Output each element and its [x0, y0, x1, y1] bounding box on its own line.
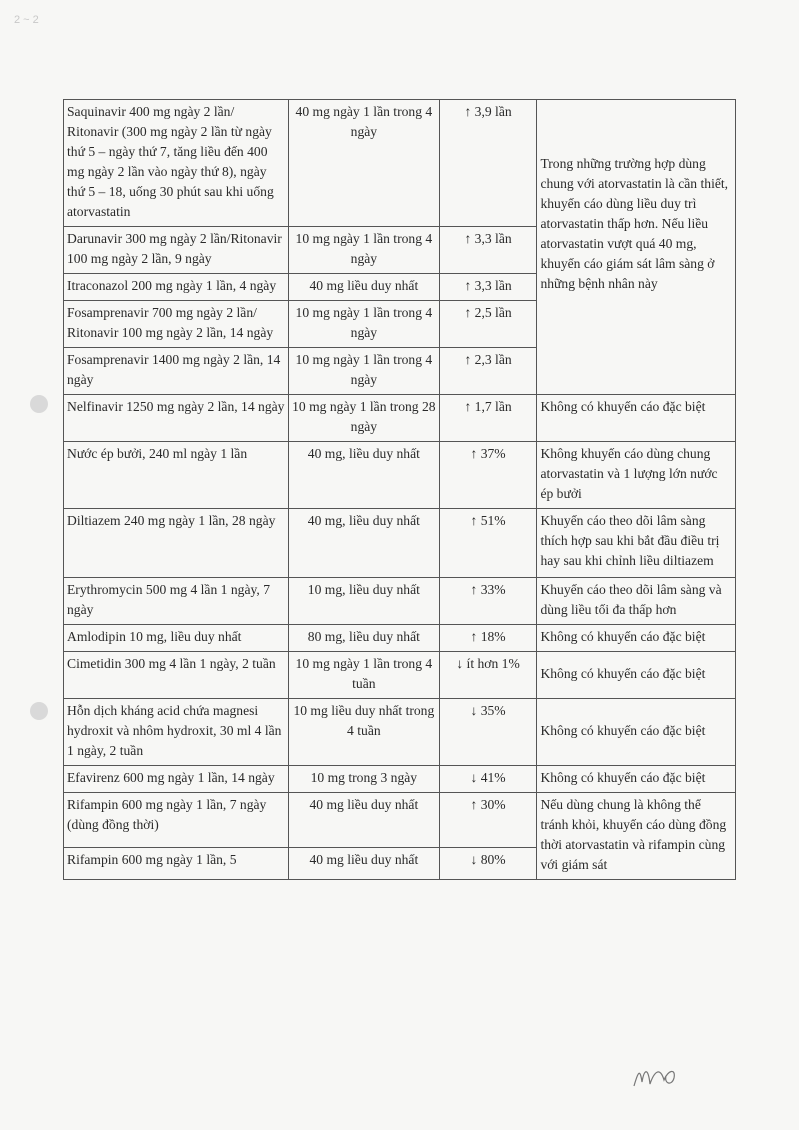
table-row [64, 625, 736, 652]
drug-cell: Erythromycin 500 mg 4 lần 1 ngày, 7 ngày [64, 578, 289, 625]
recommendation-cell: Trong những trường hợp dùng chung với atorvastatin là cần thiết, khuyến cáo dùng liều duy trì atorvastatin thấp hơn. Nếu liều atorvastatin vượt quá 40 mg, khuyến cáo giám sát lâm sàng ở những bệnh nhân này [537, 100, 736, 395]
dose-cell: 40 mg, liều duy nhất [289, 509, 440, 578]
dose-cell: 10 mg, liều duy nhất [289, 578, 440, 625]
drug-cell: Fosamprenavir 1400 mg ngày 2 lần, 14 ngày [64, 348, 289, 395]
dose-cell: 10 mg ngày 1 lần trong 4 tuần [289, 652, 440, 699]
change-cell: ↑ 2,3 lần [439, 348, 537, 395]
change-cell: ↑ 51% [439, 509, 537, 578]
drug-cell: Itraconazol 200 mg ngày 1 lần, 4 ngày [64, 274, 289, 301]
handwritten-signature [630, 1062, 690, 1092]
dose-cell: 10 mg trong 3 ngày [289, 766, 440, 793]
change-cell: ↓ ít hơn 1% [439, 652, 537, 699]
table-row [64, 652, 736, 699]
drug-cell: Rifampin 600 mg ngày 1 lần, 7 ngày (dùng đồng thời) [64, 793, 289, 848]
change-cell: ↑ 3,3 lần [439, 227, 537, 274]
recommendation-cell: Không có khuyến cáo đặc biệt [537, 652, 736, 699]
table-row [64, 395, 736, 442]
dose-cell: 10 mg ngày 1 lần trong 4 ngày [289, 348, 440, 395]
table-row [64, 578, 736, 625]
drug-cell: Amlodipin 10 mg, liều duy nhất [64, 625, 289, 652]
drug-cell: Hỗn dịch kháng acid chứa magnesi hydroxit và nhôm hydroxit, 30 ml 4 lần 1 ngày, 2 tuần [64, 699, 289, 766]
table-row [64, 766, 736, 793]
recommendation-cell: Khuyến cáo theo dõi lâm sàng thích hợp sau khi bắt đầu điều trị hay sau khi chỉnh liều diltiazem [537, 509, 736, 578]
change-cell: ↑ 33% [439, 578, 537, 625]
table-row [64, 442, 736, 509]
drug-cell: Darunavir 300 mg ngày 2 lần/Ritonavir 100 mg ngày 2 lần, 9 ngày [64, 227, 289, 274]
dose-cell: 40 mg liều duy nhất [289, 793, 440, 848]
change-cell: ↓ 41% [439, 766, 537, 793]
drug-cell: Efavirenz 600 mg ngày 1 lần, 14 ngày [64, 766, 289, 793]
dose-cell: 10 mg ngày 1 lần trong 4 ngày [289, 227, 440, 274]
dose-cell: 80 mg, liều duy nhất [289, 625, 440, 652]
recommendation-cell: Không có khuyến cáo đặc biệt [537, 625, 736, 652]
punch-hole [30, 395, 48, 413]
table-row [64, 509, 736, 578]
dose-cell: 40 mg, liều duy nhất [289, 442, 440, 509]
dose-cell: 40 mg liều duy nhất [289, 848, 440, 880]
drug-cell: Fosamprenavir 700 mg ngày 2 lần/ Ritonavir 100 mg ngày 2 lần, 14 ngày [64, 301, 289, 348]
drug-cell: Rifampin 600 mg ngày 1 lần, 5 [64, 848, 289, 880]
drug-cell: Saquinavir 400 mg ngày 2 lần/ Ritonavir (300 mg ngày 2 lần từ ngày thứ 5 – ngày thứ 7, tăng liều đến 400 mg ngày 2 lần vào ngày thứ 8), ngày thứ 5 – 18, uống 30 phút sau khi uống atorvastatin [64, 100, 289, 227]
change-cell: ↑ 30% [439, 793, 537, 848]
change-cell: ↑ 18% [439, 625, 537, 652]
change-cell: ↑ 3,9 lần [439, 100, 537, 227]
corner-mark: 2 ~ 2 [14, 14, 39, 26]
change-cell: ↑ 2,5 lần [439, 301, 537, 348]
change-cell: ↑ 3,3 lần [439, 274, 537, 301]
table-row [64, 793, 736, 848]
drug-cell: Nelfinavir 1250 mg ngày 2 lần, 14 ngày [64, 395, 289, 442]
dose-cell: 10 mg ngày 1 lần trong 4 ngày [289, 301, 440, 348]
recommendation-cell: Không có khuyến cáo đặc biệt [537, 766, 736, 793]
punch-hole [30, 702, 48, 720]
dose-cell: 10 mg ngày 1 lần trong 28 ngày [289, 395, 440, 442]
drug-cell: Diltiazem 240 mg ngày 1 lần, 28 ngày [64, 509, 289, 578]
change-cell: ↓ 80% [439, 848, 537, 880]
drug-cell: Nước ép bưởi, 240 ml ngày 1 lần [64, 442, 289, 509]
change-cell: ↑ 37% [439, 442, 537, 509]
drug-cell: Cimetidin 300 mg 4 lần 1 ngày, 2 tuần [64, 652, 289, 699]
dose-cell: 40 mg ngày 1 lần trong 4 ngày [289, 100, 440, 227]
dose-cell: 40 mg liều duy nhất [289, 274, 440, 301]
recommendation-cell: Nếu dùng chung là không thể tránh khỏi, khuyến cáo dùng đồng thời atorvastatin và rifampin cùng với giám sát [537, 793, 736, 880]
table-row [64, 699, 736, 766]
change-cell: ↑ 1,7 lần [439, 395, 537, 442]
dose-cell: 10 mg liều duy nhất trong 4 tuần [289, 699, 440, 766]
recommendation-cell: Không khuyến cáo dùng chung atorvastatin và 1 lượng lớn nước ép bưởi [537, 442, 736, 509]
change-cell: ↓ 35% [439, 699, 537, 766]
table-row [64, 100, 736, 227]
interaction-table [63, 99, 736, 880]
recommendation-cell: Không có khuyến cáo đặc biệt [537, 395, 736, 442]
recommendation-cell: Khuyến cáo theo dõi lâm sàng và dùng liều tối đa thấp hơn [537, 578, 736, 625]
recommendation-cell: Không có khuyến cáo đặc biệt [537, 699, 736, 766]
